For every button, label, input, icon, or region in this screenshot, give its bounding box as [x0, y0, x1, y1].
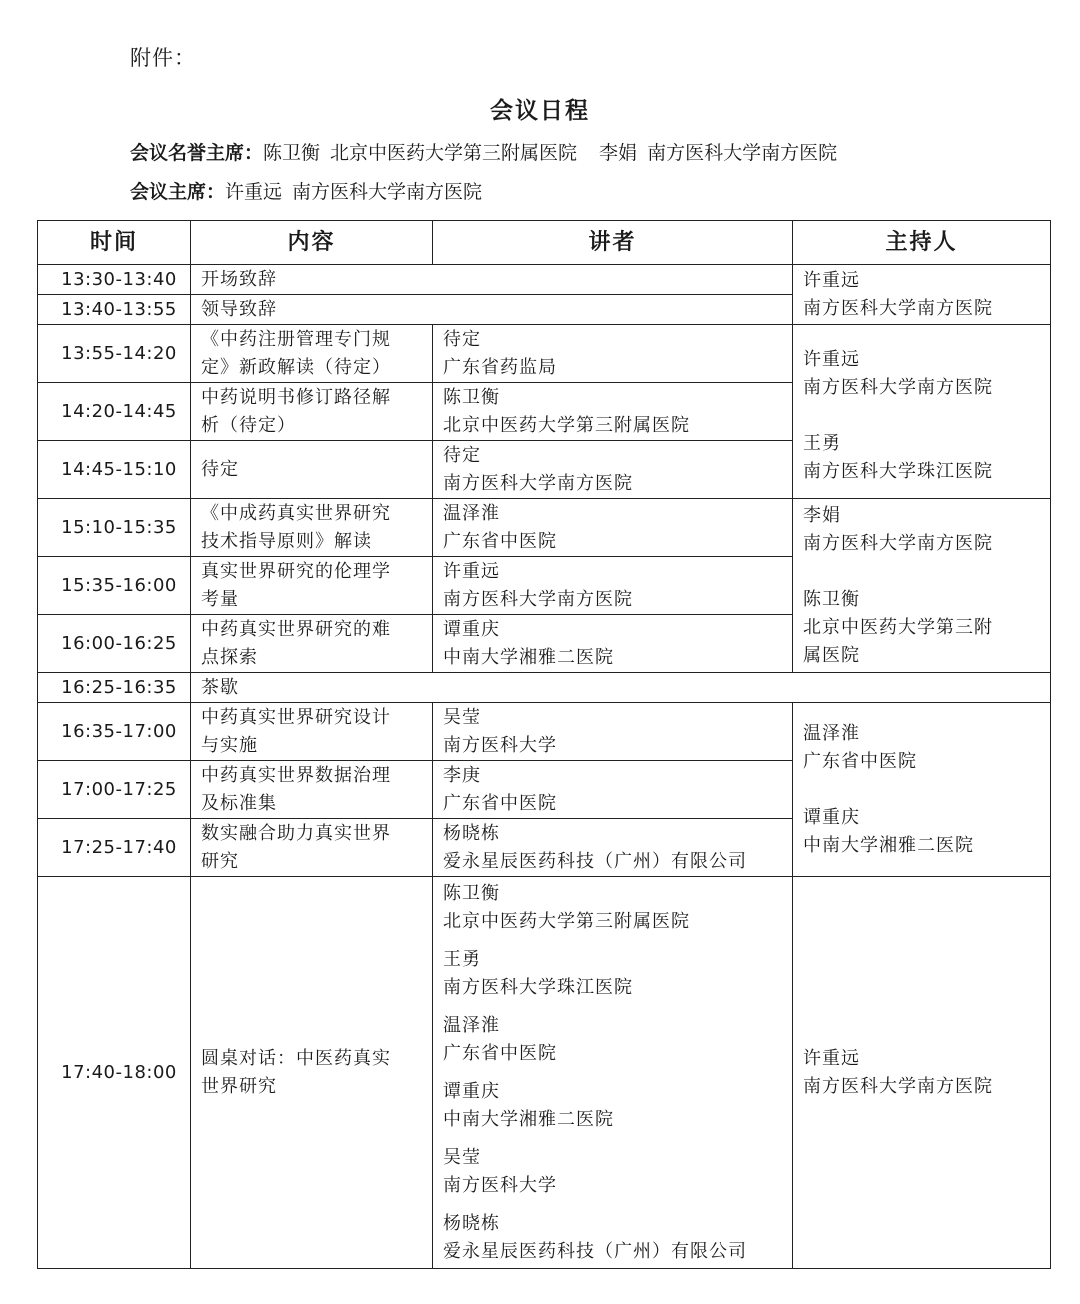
- table-row: [38, 703, 1051, 761]
- content-cell: [191, 703, 433, 761]
- speaker-cell: [433, 703, 793, 761]
- host-org: 南方医科大学南方医院: [803, 297, 993, 319]
- speaker-name: 许重远: [443, 560, 500, 582]
- host-name: 谭重庆: [803, 806, 860, 828]
- panelist-name: 陈卫衡: [443, 882, 500, 904]
- content-line: 技术指导原则》解读: [201, 530, 372, 552]
- content-line: 数实融合助力真实世界: [201, 822, 391, 844]
- host-name: 许重远: [803, 348, 860, 370]
- honorary-chair-person-1: 陈卫衡: [263, 142, 321, 164]
- content-cell: [191, 383, 433, 441]
- panelist-name: 温泽淮: [443, 1014, 500, 1036]
- honorary-chair-label: 会议名誉主席：: [130, 142, 264, 164]
- content-line: 点探索: [201, 646, 258, 668]
- content-line: 及标准集: [201, 792, 277, 814]
- time-cell: 13:30-13:40: [38, 265, 191, 295]
- time-cell: 13:55-14:20: [38, 325, 191, 383]
- chair-label: 会议主席：: [130, 181, 226, 203]
- content-line: 析（待定）: [201, 414, 296, 436]
- time-cell: 15:35-16:00: [38, 557, 191, 615]
- content-line: 中药真实世界数据治理: [201, 764, 391, 786]
- panelist-org: 北京中医药大学第三附属医院: [443, 910, 690, 932]
- chair-line: [130, 177, 482, 204]
- panelist-name: 王勇: [443, 948, 481, 970]
- speaker-org: 中南大学湘雅二医院: [443, 646, 614, 668]
- time-cell: 17:40-18:00: [38, 877, 191, 1269]
- panelist-org: 爱永星辰医药科技（广州）有限公司: [443, 1240, 747, 1262]
- page-title: 会议日程: [490, 98, 590, 124]
- honorary-chair-org-2: 南方医科大学南方医院: [647, 142, 838, 164]
- table-row: [38, 673, 1051, 703]
- content-cell: [191, 819, 433, 877]
- content-cell: [191, 761, 433, 819]
- content-line: 考量: [201, 588, 239, 610]
- host-org: 北京中医药大学第三附: [803, 616, 993, 638]
- host-org: 南方医科大学南方医院: [803, 1075, 993, 1097]
- host-name: 王勇: [803, 432, 841, 454]
- speaker-cell: [433, 615, 793, 673]
- time-cell: 17:25-17:40: [38, 819, 191, 877]
- host-org: 广东省中医院: [803, 750, 917, 772]
- speaker-cell: [433, 325, 793, 383]
- panelist-name: 吴莹: [443, 1146, 481, 1168]
- content-cell: 茶歇: [191, 673, 1051, 703]
- panelist-cell: [433, 877, 793, 1269]
- content-line: 真实世界研究的伦理学: [201, 560, 391, 582]
- content-line: 与实施: [201, 734, 258, 756]
- time-cell: 14:20-14:45: [38, 383, 191, 441]
- chair-person: 许重远: [225, 181, 283, 203]
- content-cell: 开场致辞: [191, 265, 793, 295]
- host-cell: [793, 703, 1051, 877]
- content-cell: [191, 615, 433, 673]
- speaker-name: 温泽淮: [443, 502, 500, 524]
- speaker-org: 北京中医药大学第三附属医院: [443, 414, 690, 436]
- table-row: [38, 499, 1051, 557]
- content-line: 中药真实世界研究的难: [201, 618, 391, 640]
- speaker-cell: [433, 383, 793, 441]
- speaker-cell: [433, 441, 793, 499]
- speaker-org: 广东省药监局: [443, 356, 557, 378]
- content-line: 中药真实世界研究设计: [201, 706, 391, 728]
- host-cell: [793, 499, 1051, 673]
- honorary-chair-person-2: 李娟: [599, 142, 638, 164]
- header-time: 时间: [38, 221, 191, 265]
- speaker-name: 吴莹: [443, 706, 481, 728]
- chair-org: 南方医科大学南方医院: [292, 181, 483, 203]
- panelist-org: 广东省中医院: [443, 1042, 557, 1064]
- speaker-name: 谭重庆: [443, 618, 500, 640]
- host-org: 南方医科大学南方医院: [803, 376, 993, 398]
- content-cell: 领导致辞: [191, 295, 793, 325]
- speaker-org: 南方医科大学南方医院: [443, 588, 633, 610]
- host-cell: [793, 265, 1051, 325]
- host-name: 许重远: [803, 1047, 860, 1069]
- host-name: 温泽淮: [803, 722, 860, 744]
- speaker-org: 广东省中医院: [443, 792, 557, 814]
- time-cell: 13:40-13:55: [38, 295, 191, 325]
- speaker-org: 广东省中医院: [443, 530, 557, 552]
- speaker-cell: [433, 557, 793, 615]
- content-cell: [191, 325, 433, 383]
- panelist-org: 中南大学湘雅二医院: [443, 1108, 614, 1130]
- panelist-org: 南方医科大学珠江医院: [443, 976, 633, 998]
- host-org: 南方医科大学南方医院: [803, 532, 993, 554]
- speaker-cell: [433, 761, 793, 819]
- host-cell: [793, 877, 1051, 1269]
- host-name: 陈卫衡: [803, 588, 860, 610]
- time-cell: 17:00-17:25: [38, 761, 191, 819]
- time-cell: 16:25-16:35: [38, 673, 191, 703]
- time-cell: 14:45-15:10: [38, 441, 191, 499]
- content-line: 《中成药真实世界研究: [201, 502, 391, 524]
- content-line: 《中药注册管理专门规: [201, 328, 391, 350]
- table-header-row: [38, 221, 1051, 265]
- speaker-name: 陈卫衡: [443, 386, 500, 408]
- table-row: [38, 325, 1051, 383]
- content-line: 中药说明书修订路径解: [201, 386, 391, 408]
- host-org: 中南大学湘雅二医院: [803, 834, 974, 856]
- speaker-name: 待定: [443, 444, 481, 466]
- time-cell: 16:35-17:00: [38, 703, 191, 761]
- host-name: 许重远: [803, 269, 860, 291]
- header-host: 主持人: [793, 221, 1051, 265]
- content-cell: [191, 877, 433, 1269]
- panelist-name: 杨晓栋: [443, 1212, 500, 1234]
- speaker-name: 杨晓栋: [443, 822, 500, 844]
- content-cell: 待定: [191, 441, 433, 499]
- speaker-name: 李庚: [443, 764, 481, 786]
- speaker-name: 待定: [443, 328, 481, 350]
- speaker-org: 南方医科大学南方医院: [443, 472, 633, 494]
- content-line: 世界研究: [201, 1075, 277, 1097]
- panelist-org: 南方医科大学: [443, 1174, 557, 1196]
- schedule-table: [37, 220, 1051, 1269]
- content-line: 定》新政解读（待定）: [201, 356, 391, 378]
- attachment-label: 附件：: [130, 46, 196, 70]
- honorary-chair-line: [130, 138, 837, 165]
- time-cell: 16:00-16:25: [38, 615, 191, 673]
- honorary-chair-org-1: 北京中医药大学第三附属医院: [330, 142, 578, 164]
- panelist-name: 谭重庆: [443, 1080, 500, 1102]
- host-org: 南方医科大学珠江医院: [803, 460, 993, 482]
- host-cell: [793, 325, 1051, 499]
- speaker-cell: [433, 499, 793, 557]
- content-line: 研究: [201, 850, 239, 872]
- time-cell: 15:10-15:35: [38, 499, 191, 557]
- content-line: 圆桌对话：中医药真实: [201, 1047, 391, 1069]
- speaker-cell: [433, 819, 793, 877]
- host-name: 李娟: [803, 504, 841, 526]
- header-speaker: 讲者: [433, 221, 793, 265]
- host-org: 属医院: [803, 644, 860, 666]
- content-cell: [191, 557, 433, 615]
- content-cell: [191, 499, 433, 557]
- speaker-org: 爱永星辰医药科技（广州）有限公司: [443, 850, 747, 872]
- table-row: [38, 265, 1051, 295]
- header-content: 内容: [191, 221, 433, 265]
- speaker-org: 南方医科大学: [443, 734, 557, 756]
- table-row: [38, 877, 1051, 1269]
